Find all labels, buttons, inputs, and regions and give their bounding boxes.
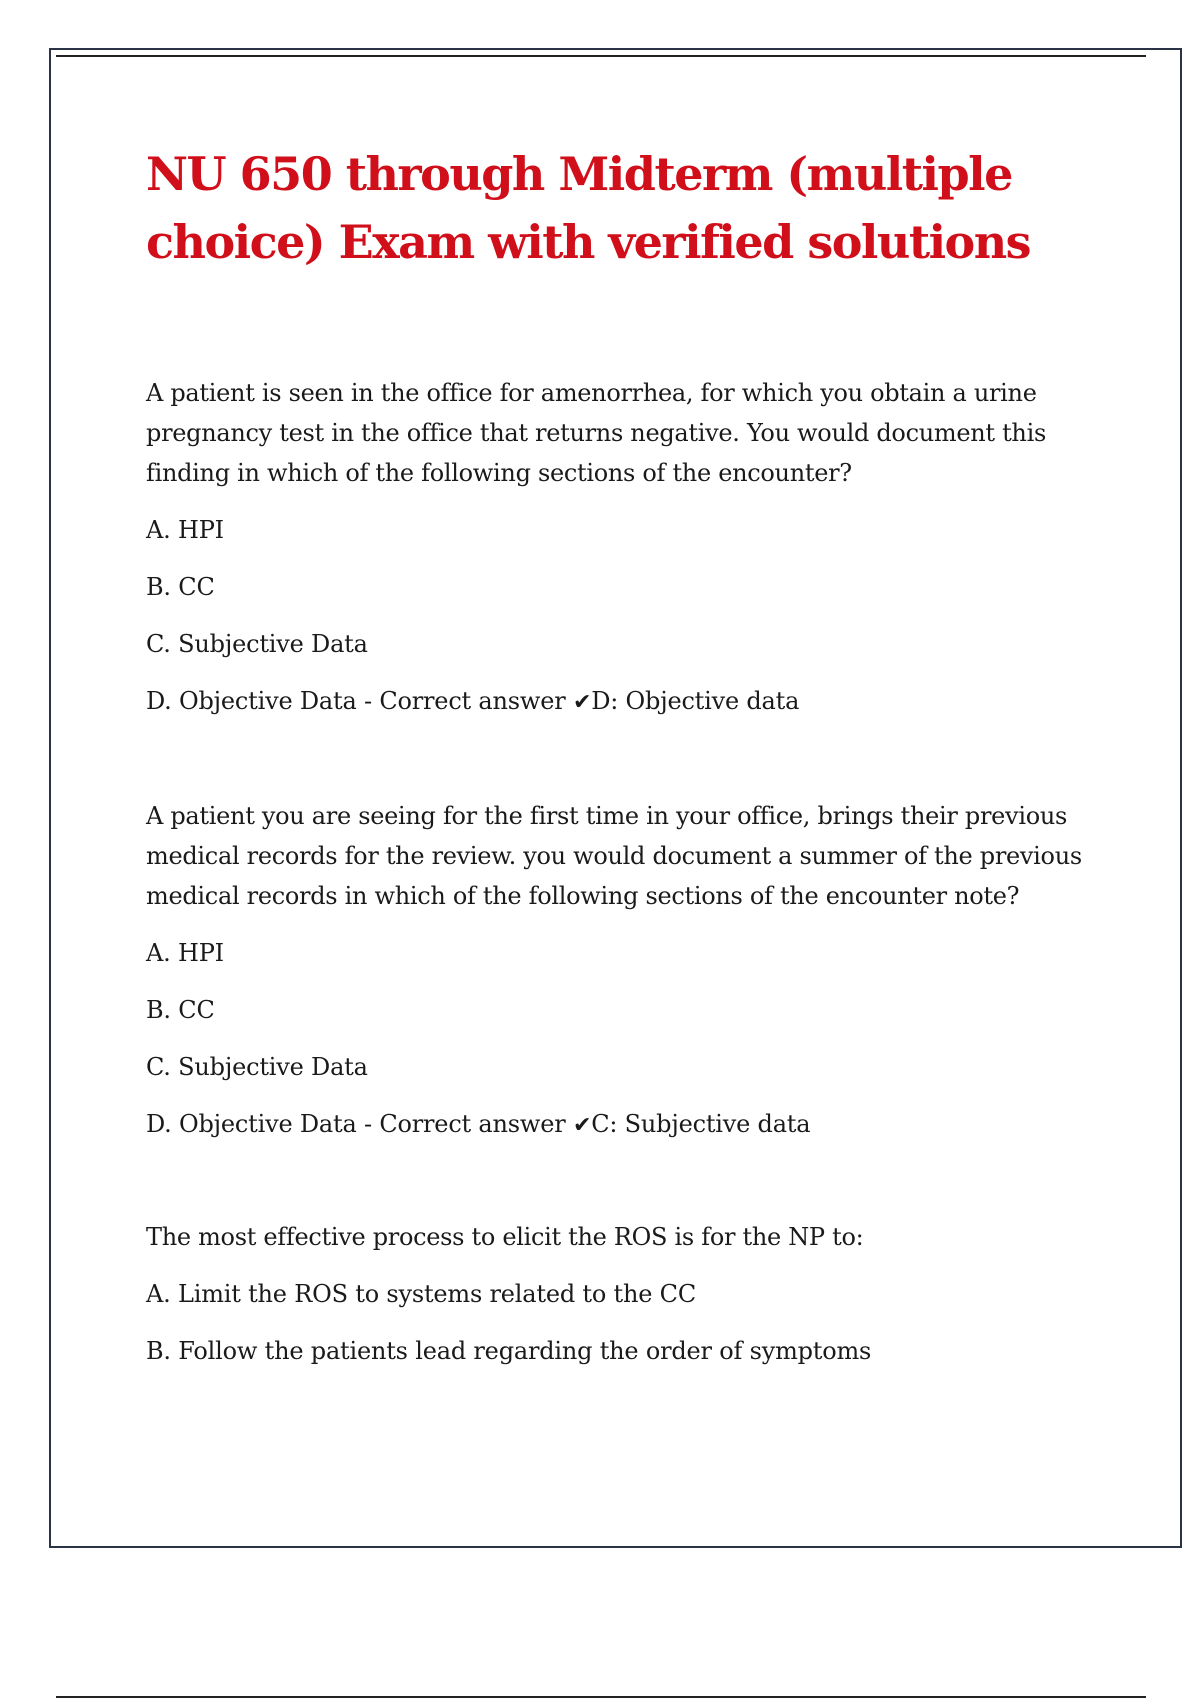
question-1 — [146, 373, 1106, 723]
correct-answer: C: Subjective data — [591, 1110, 811, 1138]
question-3 — [146, 1217, 1106, 1371]
option-d-label: D. Objective Data - Correct answer — [146, 687, 566, 715]
check-mark-icon: ✔ — [572, 690, 592, 715]
answer-options — [146, 510, 1106, 723]
correct-answer: D: Objective data — [591, 687, 800, 715]
document-content — [146, 140, 1106, 1371]
question-2 — [146, 796, 1106, 1146]
question-text: A patient is seen in the office for amenorrhea, for which you obtain a urine pregnancy test in the office that returns negative. You would document this finding in which of the following sections of the encounter? — [146, 379, 1046, 487]
check-mark-icon: ✔ — [572, 1113, 592, 1138]
option-d — [146, 1104, 1106, 1146]
option-d-label: D. Objective Data - Correct answer — [146, 1110, 566, 1138]
option-d — [146, 681, 1106, 723]
question-text: The most effective process to elicit the ROS is for the NP to: — [146, 1223, 864, 1251]
option-b: B. CC — [146, 573, 215, 601]
option-a: A. HPI — [146, 939, 224, 967]
answer-options — [146, 1274, 1106, 1371]
option-c: C. Subjective Data — [146, 630, 368, 658]
option-c: C. Subjective Data — [146, 1053, 368, 1081]
document-title: NU 650 through Midterm (multiple choice) Exam with verified solutions — [146, 147, 1031, 269]
answer-options — [146, 933, 1106, 1146]
top-rule — [56, 55, 1146, 57]
bottom-rule — [56, 1696, 1146, 1698]
option-b: B. CC — [146, 996, 215, 1024]
option-a: A. Limit the ROS to systems related to the CC — [146, 1280, 697, 1308]
question-text: A patient you are seeing for the first time in your office, brings their previous medical records for the review. you would document a summer of the previous medical records in which of the following sections of the encounter note? — [146, 802, 1082, 910]
option-b: B. Follow the patients lead regarding the order of symptoms — [146, 1337, 872, 1365]
option-a: A. HPI — [146, 516, 224, 544]
